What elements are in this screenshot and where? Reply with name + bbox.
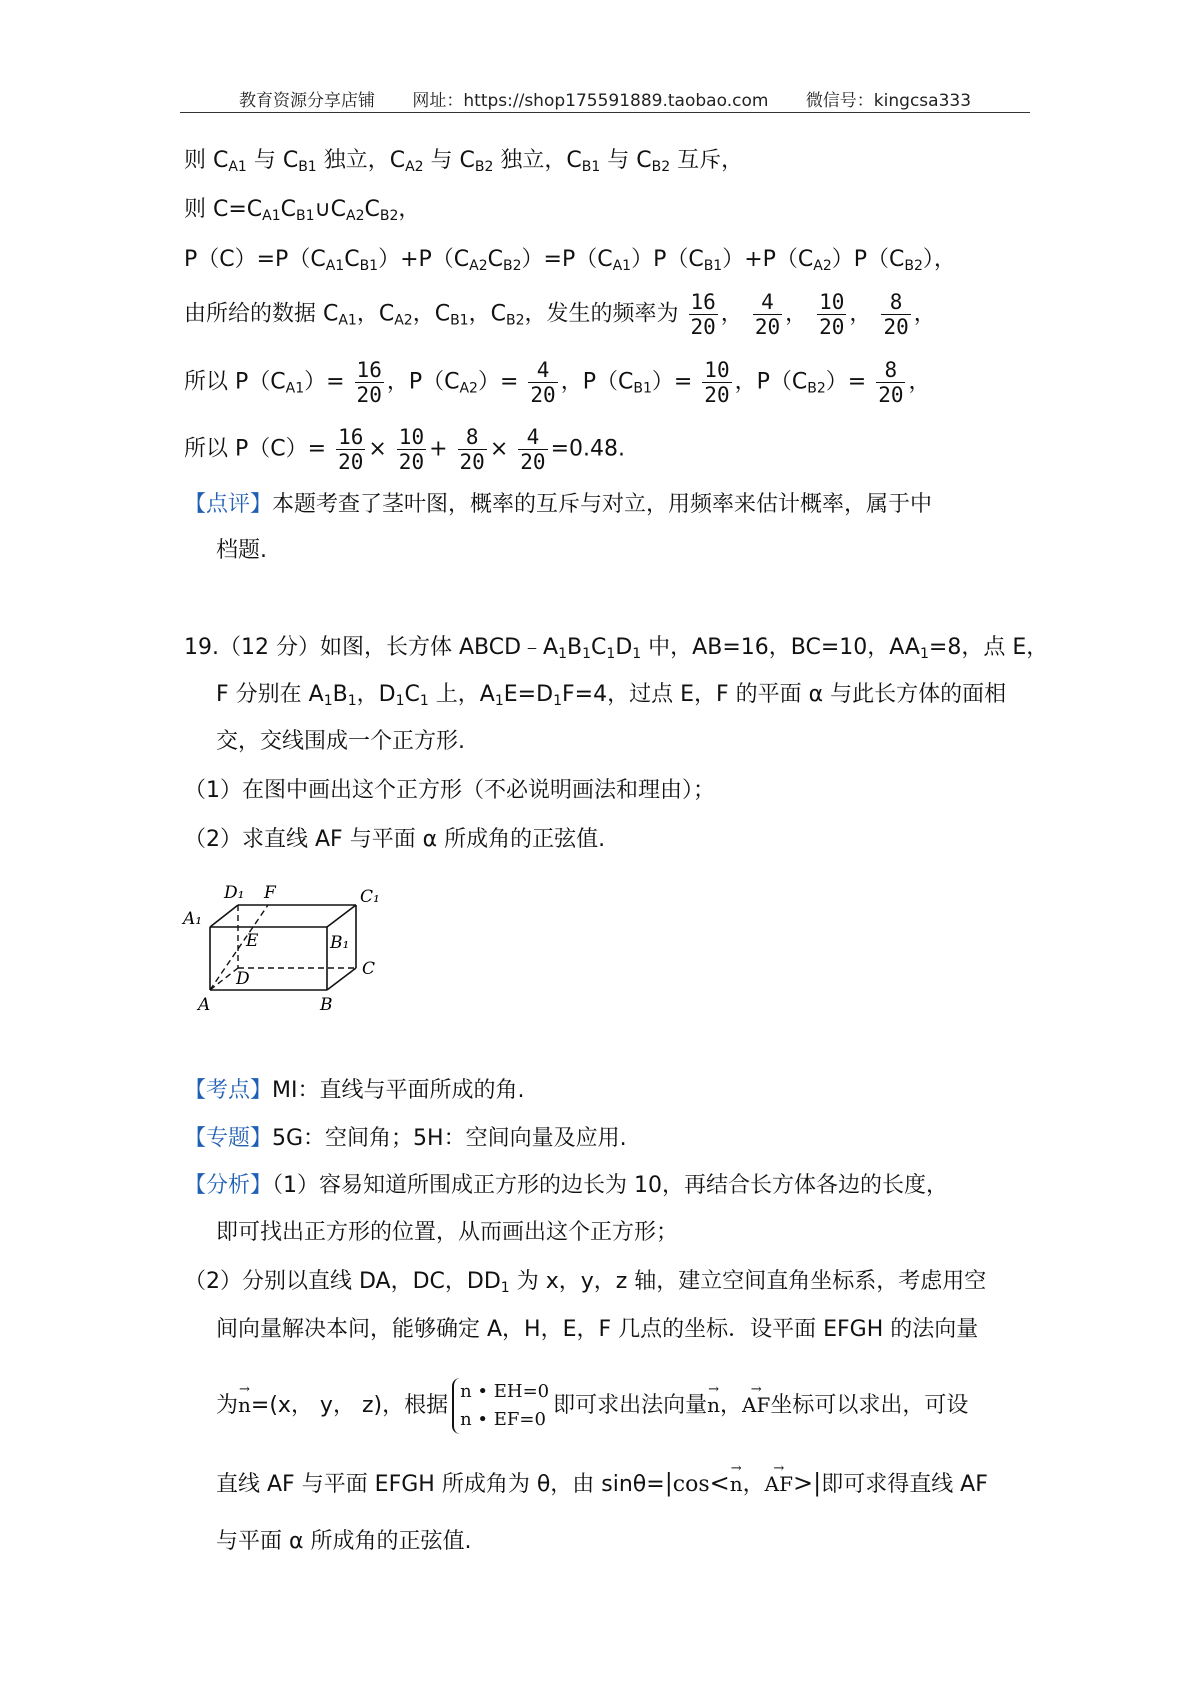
page-header xyxy=(180,86,1030,111)
review-tag: 【点评】 xyxy=(184,492,273,517)
fraction: $\frac{4}{20}$ xyxy=(754,290,781,339)
header-wechat: 微信号：kingcsa333 xyxy=(805,91,972,111)
problem-line-3: 交，交线围成一个正方形. xyxy=(216,729,465,754)
fraction: $\frac{16}{20}$ xyxy=(690,290,716,339)
edge xyxy=(327,905,356,927)
fraction: $\frac{4}{20}$ xyxy=(530,358,556,407)
normal-vector: → n xyxy=(238,1390,251,1420)
normal-vector: → n xyxy=(730,1469,743,1499)
solution-line-4: 由所给的数据 $C_{A1}$，$C_{A2}$，$C_{B1}$，$C_{B2}$，发生的频率为 $\frac{16}{20}$ ， $\frac{4}{20}$ ， $\frac{10}{20}$ ， $\frac{8}{20}$ ， xyxy=(184,290,936,339)
fraction: $\frac{16}{20}$ xyxy=(338,425,364,474)
part2-line-5: 与平面 α 所成角的正弦值. xyxy=(216,1529,472,1554)
fenxi-line-2: 即可找出正方形的位置，从而画出这个正方形； xyxy=(216,1220,679,1245)
fenxi-tag: 【分析】 xyxy=(184,1173,273,1198)
label-E: E xyxy=(246,931,259,951)
vector-af: → AF xyxy=(765,1469,793,1499)
problem-line-2: F 分别在 $A_1B_1$，$D_1C_1$ 上，$A_1E=D_1F=4$，过点 E，F 的平面 α 与此长方体的面相 xyxy=(216,682,1007,709)
question-1: （1）在图中画出这个正方形（不必说明画法和理由）； xyxy=(184,778,715,803)
question-2: （2）求直线 AF 与平面 α 所成角的正弦值. xyxy=(184,827,606,852)
header-shop: 教育资源分享店铺 xyxy=(238,91,375,111)
zhuanti-tag: 【专题】 xyxy=(184,1126,273,1151)
label-A1: A₁ xyxy=(183,909,203,929)
fenxi-line-1: 【分析】（1）容易知道所围成正方形的边长为 10，再结合长方体各边的长度， xyxy=(184,1173,949,1198)
zhuanti-line: 【专题】5G：空间角；5H：空间向量及应用. xyxy=(184,1126,627,1151)
equation-system: n • EH=0 n • EF=0 xyxy=(452,1378,549,1434)
fraction: $\frac{16}{20}$ xyxy=(356,358,382,407)
fraction: $\frac{10}{20}$ xyxy=(704,358,730,407)
part2-line-2: 间向量解决本问，能够确定 A，H，E，F 几点的坐标．设平面 EFGH 的法向量 xyxy=(216,1317,979,1342)
kaodian-line: 【考点】MI：直线与平面所成的角. xyxy=(184,1078,525,1103)
fraction: $\frac{10}{20}$ xyxy=(819,290,845,339)
label-B1: B₁ xyxy=(330,933,350,953)
fraction: $\frac{4}{20}$ xyxy=(520,425,546,474)
label-C1: C₁ xyxy=(360,887,380,907)
vector-af: → AF xyxy=(742,1390,770,1420)
solution-line-5: 所以 $P(C_{A1})=$ $\frac{16}{20}$ ，$P(C_{A2})=$ $\frac{4}{20}$ ，$P(C_{B1})=$ $\frac{10}{20}$ ，$P(C_{B2})=$ $\frac{8}{20}$ ， xyxy=(184,358,931,407)
part2-line-3: 为→ n=(x， y， z)，根据 n • EH=0 n • EF=0 即可求出法向量→ n，→ AF坐标可以求出，可设 xyxy=(216,1378,968,1434)
solution-line-1: 则 $C_{A1}$ 与 $C_{B1}$ 独立，$C_{A2}$ 与 $C_{B2}$ 独立，$C_{B1}$ 与 $C_{B2}$ 互斥， xyxy=(184,148,744,175)
fraction: $\frac{8}{20}$ xyxy=(878,358,904,407)
normal-vector: → n xyxy=(707,1390,720,1420)
part2-line-1: （2）分别以直线 DA，DC，$DD_1$ 为 x，y，z 轴，建立空间直角坐标系，考虑用空 xyxy=(184,1269,987,1296)
solution-line-3: $P(C)=P(C_{A1}C_{B1})+P(C_{A2}C_{B2})=P(C_{A1})P(C_{B1})+P(C_{A2})P(C_{B2})$， xyxy=(184,247,956,274)
label-D1: D₁ xyxy=(224,883,245,903)
hidden-edge xyxy=(210,968,238,990)
part2-line-4: 直线 AF 与平面 EFGH 所成角为 θ，由 sinθ=|cos<→ n，→ AF>|即可求得直线 AF xyxy=(216,1468,988,1500)
label-B: B xyxy=(320,995,333,1014)
fraction: $\frac{10}{20}$ xyxy=(398,425,425,474)
edge xyxy=(210,905,238,927)
fraction: $\frac{8}{20}$ xyxy=(883,290,909,339)
edge xyxy=(327,968,356,990)
solution-line-6: 所以 P（C）= $\frac{16}{20}$ × $\frac{10}{20}$ + $\frac{8}{20}$ × $\frac{4}{20}$ =0.48. xyxy=(184,425,625,474)
label-C: C xyxy=(362,959,376,979)
label-F: F xyxy=(264,883,276,903)
review-line-2: 档题. xyxy=(216,538,267,563)
fraction: $\frac{8}{20}$ xyxy=(459,425,485,474)
header-divider xyxy=(180,112,1030,113)
kaodian-tag: 【考点】 xyxy=(184,1078,273,1103)
cuboid-figure xyxy=(180,862,380,1014)
label-A: A xyxy=(198,995,211,1014)
solution-line-2: 则 $C=C_{A1}C_{B1}\cup C_{A2}C_{B2}$， xyxy=(184,197,421,224)
header-site[interactable]: 网址：https://shop175591889.taobao.com xyxy=(412,91,769,111)
review-line-1: 【点评】本题考查了茎叶图，概率的互斥与对立，用频率来估计概率，属于中 xyxy=(184,492,933,517)
problem-line-1: 19.（12 分）如图，长方体 $ABCD﹣A_1B_1C_1D_1$ 中，AB=16，BC=10，$AA_1=8$，点 E， xyxy=(184,635,1049,662)
label-D: D xyxy=(236,969,250,989)
